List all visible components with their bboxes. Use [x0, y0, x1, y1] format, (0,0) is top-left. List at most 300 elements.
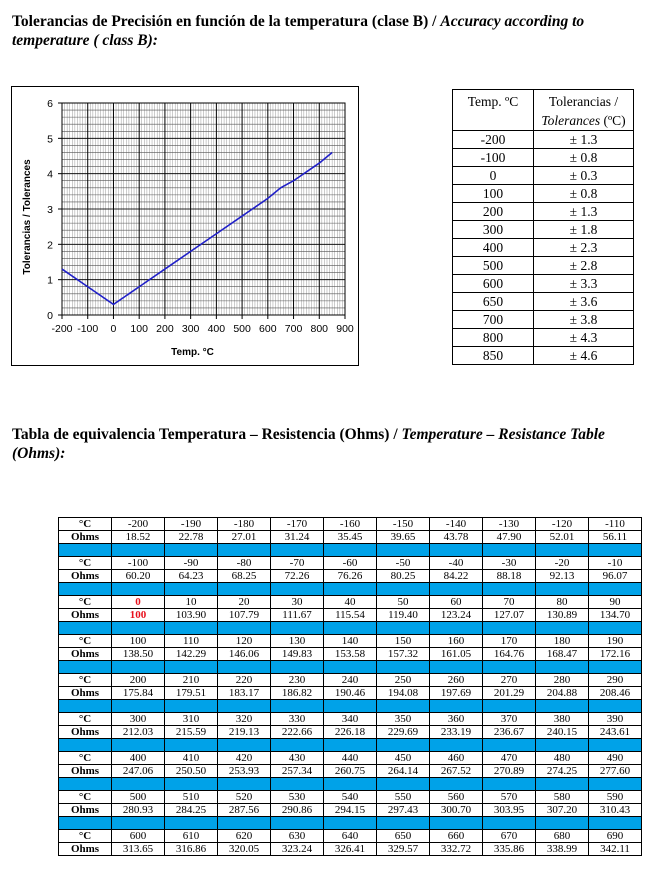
- separator-cell: [324, 583, 377, 596]
- ohms-row: [59, 531, 642, 544]
- temperature-cell: 380: [536, 713, 589, 726]
- separator-cell: [112, 583, 165, 596]
- separator-cell: [271, 739, 324, 752]
- chart-series-line-tolerance: [62, 152, 332, 304]
- separator-cell: [536, 817, 589, 830]
- temperature-cell: 50: [377, 596, 430, 609]
- temperature-cell: 210: [165, 674, 218, 687]
- temperature-cell: 500: [112, 791, 165, 804]
- resistance-cell: 115.54: [324, 609, 377, 622]
- temperature-row: [59, 596, 642, 609]
- row-label-ohms: Ohms: [59, 609, 112, 622]
- separator-cell: [165, 700, 218, 713]
- temperature-cell: -80: [218, 557, 271, 570]
- resistance-cell: 320.05: [218, 843, 271, 856]
- y-tick-label: 0: [47, 310, 53, 322]
- separator-cell: [59, 700, 112, 713]
- temperature-cell: 130: [271, 635, 324, 648]
- separator-cell: [324, 544, 377, 557]
- separator-cell: [59, 739, 112, 752]
- tolerance-table-row: [453, 311, 634, 329]
- separator-cell: [589, 700, 642, 713]
- temperature-cell: -120: [536, 518, 589, 531]
- temperature-cell: -10: [589, 557, 642, 570]
- resistance-cell: 243.61: [589, 726, 642, 739]
- separator-row: [59, 544, 642, 557]
- resistance-cell: 175.84: [112, 687, 165, 700]
- x-tick-label: 100: [130, 323, 148, 335]
- resistance-cell: 219.13: [218, 726, 271, 739]
- temperature-cell: 620: [218, 830, 271, 843]
- resistance-cell: 111.67: [271, 609, 324, 622]
- resistance-cell: 80.25: [377, 570, 430, 583]
- resistance-cell: 329.57: [377, 843, 430, 856]
- row-label-celsius: °C: [59, 713, 112, 726]
- separator-cell: [536, 778, 589, 791]
- separator-cell: [589, 544, 642, 557]
- resistance-cell: 342.11: [589, 843, 642, 856]
- resistance-cell: 172.16: [589, 648, 642, 661]
- tolerance-chart: [11, 86, 359, 366]
- separator-cell: [430, 661, 483, 674]
- resistance-cell: 138.50: [112, 648, 165, 661]
- temperature-cell: 370: [483, 713, 536, 726]
- row-label-ohms: Ohms: [59, 765, 112, 778]
- temperature-cell: 510: [165, 791, 218, 804]
- separator-cell: [536, 544, 589, 557]
- resistance-cell: 88.18: [483, 570, 536, 583]
- row-label-celsius: °C: [59, 596, 112, 609]
- temperature-cell: 560: [430, 791, 483, 804]
- resistance-cell: 107.79: [218, 609, 271, 622]
- chart-x-axis-title: Temp. °C: [171, 347, 214, 358]
- row-label-celsius: °C: [59, 791, 112, 804]
- separator-cell: [218, 661, 271, 674]
- row-label-celsius: °C: [59, 557, 112, 570]
- accuracy-heading-en: Accuracy according to temperature ( class B):: [12, 13, 585, 49]
- resistance-cell: 284.25: [165, 804, 218, 817]
- separator-cell: [377, 700, 430, 713]
- resistance-cell: 250.50: [165, 765, 218, 778]
- temperature-cell: -150: [377, 518, 430, 531]
- temperature-cell: 10: [165, 596, 218, 609]
- row-label-celsius: °C: [59, 674, 112, 687]
- separator-row: [59, 778, 642, 791]
- tolerance-temp-cell: 800: [453, 329, 534, 347]
- resistance-cell: 92.13: [536, 570, 589, 583]
- resistance-cell: 257.34: [271, 765, 324, 778]
- separator-cell: [112, 778, 165, 791]
- resistance-cell: 313.65: [112, 843, 165, 856]
- temperature-cell: 240: [324, 674, 377, 687]
- separator-cell: [536, 661, 589, 674]
- resistance-cell: 103.90: [165, 609, 218, 622]
- resistance-cell: 168.47: [536, 648, 589, 661]
- resistance-cell: 179.51: [165, 687, 218, 700]
- separator-cell: [165, 661, 218, 674]
- separator-cell: [430, 700, 483, 713]
- resistance-cell: 247.06: [112, 765, 165, 778]
- ohms-row: [59, 570, 642, 583]
- temperature-cell: 70: [483, 596, 536, 609]
- resistance-cell: 119.40: [377, 609, 430, 622]
- temperature-cell: 410: [165, 752, 218, 765]
- temperature-cell: 280: [536, 674, 589, 687]
- resistance-cell: 277.60: [589, 765, 642, 778]
- resistance-cell: 294.15: [324, 804, 377, 817]
- tolerance-table-row: [453, 203, 634, 221]
- ohms-row: [59, 726, 642, 739]
- separator-cell: [165, 778, 218, 791]
- temperature-cell: 150: [377, 635, 430, 648]
- resistance-cell: 56.11: [589, 531, 642, 544]
- ohms-row: [59, 804, 642, 817]
- separator-cell: [218, 622, 271, 635]
- separator-cell: [59, 544, 112, 557]
- separator-cell: [165, 739, 218, 752]
- resistance-cell: 236.67: [483, 726, 536, 739]
- resistance-cell: 72.26: [271, 570, 324, 583]
- resistance-cell: 84.22: [430, 570, 483, 583]
- resistance-cell: 303.95: [483, 804, 536, 817]
- resistance-cell: 307.20: [536, 804, 589, 817]
- separator-cell: [430, 622, 483, 635]
- resistance-cell: 229.69: [377, 726, 430, 739]
- row-label-ohms: Ohms: [59, 531, 112, 544]
- tolerance-temp-cell: 0: [453, 167, 534, 185]
- x-tick-label: 700: [284, 323, 303, 335]
- tolerance-temp-cell: 850: [453, 347, 534, 365]
- separator-row: [59, 817, 642, 830]
- tolerance-table-row: [453, 131, 634, 149]
- header-tolerances: [534, 90, 634, 131]
- resistance-cell: 264.14: [377, 765, 430, 778]
- temperature-cell: 610: [165, 830, 218, 843]
- tolerance-temp-cell: 200: [453, 203, 534, 221]
- temperature-cell: 430: [271, 752, 324, 765]
- temperature-cell: 330: [271, 713, 324, 726]
- separator-cell: [218, 583, 271, 596]
- y-tick-label: 5: [47, 133, 53, 146]
- separator-cell: [377, 661, 430, 674]
- separator-cell: [271, 778, 324, 791]
- temperature-cell: 550: [377, 791, 430, 804]
- y-tick-label: 1: [47, 274, 53, 287]
- row-label-ohms: Ohms: [59, 687, 112, 700]
- x-tick-label: 800: [310, 323, 329, 335]
- temperature-cell: 300: [112, 713, 165, 726]
- temperature-cell: 520: [218, 791, 271, 804]
- temperature-cell: -50: [377, 557, 430, 570]
- row-label-celsius: °C: [59, 635, 112, 648]
- separator-cell: [377, 583, 430, 596]
- temperature-cell: -60: [324, 557, 377, 570]
- separator-cell: [59, 622, 112, 635]
- row-label-celsius: °C: [59, 830, 112, 843]
- tolerance-temp-cell: 600: [453, 275, 534, 293]
- resistance-cell: 35.45: [324, 531, 377, 544]
- separator-cell: [536, 700, 589, 713]
- temperature-cell: 540: [324, 791, 377, 804]
- row-label-ohms: Ohms: [59, 648, 112, 661]
- temperature-cell: -70: [271, 557, 324, 570]
- row-label-celsius: °C: [59, 752, 112, 765]
- temperature-cell: 670: [483, 830, 536, 843]
- resistance-cell: 222.66: [271, 726, 324, 739]
- separator-cell: [430, 739, 483, 752]
- x-tick-label: 200: [156, 323, 174, 335]
- temperature-cell: 230: [271, 674, 324, 687]
- resistance-cell: 332.72: [430, 843, 483, 856]
- temperature-cell: 590: [589, 791, 642, 804]
- temperature-cell: 60: [430, 596, 483, 609]
- resistance-cell: 31.24: [271, 531, 324, 544]
- resistance-cell: 47.90: [483, 531, 536, 544]
- temperature-cell: 340: [324, 713, 377, 726]
- header-tol-es: Tolerancias /: [548, 94, 619, 109]
- x-tick-label: -200: [51, 323, 73, 335]
- x-tick-label: 600: [259, 323, 277, 335]
- separator-cell: [589, 583, 642, 596]
- rt-heading-es: Tabla de equivalencia Temperatura – Resistencia (Ohms) /: [12, 426, 402, 443]
- temperature-cell: 630: [271, 830, 324, 843]
- separator-row: [59, 583, 642, 596]
- separator-cell: [430, 817, 483, 830]
- resistance-cell: 233.19: [430, 726, 483, 739]
- tolerance-temp-cell: 650: [453, 293, 534, 311]
- resistance-cell: 267.52: [430, 765, 483, 778]
- tolerance-table: [452, 89, 634, 365]
- resistance-cell: 287.56: [218, 804, 271, 817]
- chart-x-tick-labels: [51, 323, 353, 335]
- y-tick-label: 6: [47, 98, 53, 110]
- separator-cell: [112, 817, 165, 830]
- x-tick-label: 0: [110, 323, 117, 335]
- resistance-cell: 39.65: [377, 531, 430, 544]
- resistance-cell: 240.15: [536, 726, 589, 739]
- header-tol-unit: (ºC): [600, 113, 626, 128]
- separator-cell: [377, 622, 430, 635]
- temperature-cell: 580: [536, 791, 589, 804]
- y-tick-label: 3: [47, 204, 53, 216]
- y-tick-label: 2: [47, 239, 53, 252]
- tolerance-value-cell: ± 3.3: [534, 275, 634, 293]
- separator-row: [59, 700, 642, 713]
- resistance-table: [58, 517, 642, 856]
- temperature-cell: 220: [218, 674, 271, 687]
- temperature-row: [59, 518, 642, 531]
- ohms-row: [59, 687, 642, 700]
- resistance-cell: 323.24: [271, 843, 324, 856]
- temperature-cell: 250: [377, 674, 430, 687]
- temperature-cell: 40: [324, 596, 377, 609]
- temperature-cell: 480: [536, 752, 589, 765]
- tolerance-table-row: [453, 221, 634, 239]
- resistance-cell: 186.82: [271, 687, 324, 700]
- resistance-cell: 226.18: [324, 726, 377, 739]
- chart-y-tick-labels: [47, 98, 53, 322]
- resistance-cell: 68.25: [218, 570, 271, 583]
- separator-cell: [377, 778, 430, 791]
- temperature-cell: 640: [324, 830, 377, 843]
- separator-row: [59, 622, 642, 635]
- rt-heading-en: Temperature – Resistance Table (Ohms):: [12, 426, 605, 462]
- resistance-cell: 201.29: [483, 687, 536, 700]
- temperature-cell: 420: [218, 752, 271, 765]
- x-tick-label: 900: [336, 323, 354, 335]
- resistance-cell: 208.46: [589, 687, 642, 700]
- temperature-cell: -190: [165, 518, 218, 531]
- temperature-cell: -100: [112, 557, 165, 570]
- separator-cell: [483, 739, 536, 752]
- tolerance-table-row: [453, 293, 634, 311]
- tolerance-table-row: [453, 329, 634, 347]
- tolerance-table-row: [453, 167, 634, 185]
- temperature-row: [59, 674, 642, 687]
- separator-cell: [59, 817, 112, 830]
- separator-cell: [324, 739, 377, 752]
- separator-cell: [483, 778, 536, 791]
- temperature-cell: 690: [589, 830, 642, 843]
- temperature-cell: -140: [430, 518, 483, 531]
- temperature-cell: 460: [430, 752, 483, 765]
- separator-cell: [218, 700, 271, 713]
- separator-cell: [483, 622, 536, 635]
- resistance-cell: 215.59: [165, 726, 218, 739]
- separator-cell: [536, 622, 589, 635]
- temperature-cell: 110: [165, 635, 218, 648]
- tolerance-value-cell: ± 0.8: [534, 149, 634, 167]
- resistance-cell: 153.58: [324, 648, 377, 661]
- separator-cell: [165, 544, 218, 557]
- separator-cell: [218, 817, 271, 830]
- resistance-cell: 27.01: [218, 531, 271, 544]
- resistance-cell: 212.03: [112, 726, 165, 739]
- temperature-cell: 650: [377, 830, 430, 843]
- resistance-cell: 52.01: [536, 531, 589, 544]
- temperature-cell: 190: [589, 635, 642, 648]
- temperature-cell: 260: [430, 674, 483, 687]
- tolerance-temp-cell: -200: [453, 131, 534, 149]
- resistance-cell: 130.89: [536, 609, 589, 622]
- separator-cell: [271, 700, 324, 713]
- tolerance-temp-cell: 100: [453, 185, 534, 203]
- resistance-cell: 297.43: [377, 804, 430, 817]
- x-tick-label: -100: [77, 323, 99, 335]
- tolerance-table-row: [453, 185, 634, 203]
- tolerance-value-cell: ± 2.3: [534, 239, 634, 257]
- row-label-ohms: Ohms: [59, 843, 112, 856]
- resistance-cell: 280.93: [112, 804, 165, 817]
- temperature-cell: 660: [430, 830, 483, 843]
- resistance-cell: 204.88: [536, 687, 589, 700]
- resistance-cell: 310.43: [589, 804, 642, 817]
- resistance-cell: 146.06: [218, 648, 271, 661]
- x-tick-label: 300: [181, 323, 200, 335]
- temperature-cell: 320: [218, 713, 271, 726]
- separator-cell: [377, 739, 430, 752]
- temperature-cell: 470: [483, 752, 536, 765]
- temperature-cell: 200: [112, 674, 165, 687]
- separator-cell: [165, 817, 218, 830]
- separator-cell: [271, 817, 324, 830]
- temperature-cell: 140: [324, 635, 377, 648]
- tolerance-table-row: [453, 149, 634, 167]
- resistance-cell: 149.83: [271, 648, 324, 661]
- separator-cell: [165, 583, 218, 596]
- resistance-cell: 43.78: [430, 531, 483, 544]
- temperature-cell: 0: [112, 596, 165, 609]
- tolerance-table-row: [453, 257, 634, 275]
- tolerance-value-cell: ± 1.3: [534, 203, 634, 221]
- ohms-row: [59, 648, 642, 661]
- temperature-cell: -40: [430, 557, 483, 570]
- resistance-cell: 18.52: [112, 531, 165, 544]
- separator-cell: [324, 661, 377, 674]
- temperature-row: [59, 752, 642, 765]
- resistance-cell: 96.07: [589, 570, 642, 583]
- resistance-cell: 335.86: [483, 843, 536, 856]
- temperature-cell: 290: [589, 674, 642, 687]
- resistance-cell: 274.25: [536, 765, 589, 778]
- tolerance-temp-cell: -100: [453, 149, 534, 167]
- separator-cell: [218, 544, 271, 557]
- header-tol-en: Tolerances: [541, 113, 601, 128]
- resistance-cell: 161.05: [430, 648, 483, 661]
- resistance-cell: 76.26: [324, 570, 377, 583]
- temperature-cell: -160: [324, 518, 377, 531]
- tolerance-value-cell: ± 0.8: [534, 185, 634, 203]
- row-label-ohms: Ohms: [59, 804, 112, 817]
- tolerance-value-cell: ± 3.6: [534, 293, 634, 311]
- temperature-cell: -110: [589, 518, 642, 531]
- ohms-row: [59, 765, 642, 778]
- separator-cell: [324, 778, 377, 791]
- separator-cell: [589, 622, 642, 635]
- x-tick-label: 400: [207, 323, 226, 335]
- separator-cell: [483, 817, 536, 830]
- separator-row: [59, 739, 642, 752]
- resistance-cell: 134.70: [589, 609, 642, 622]
- resistance-cell: 338.99: [536, 843, 589, 856]
- separator-cell: [589, 739, 642, 752]
- temperature-cell: -180: [218, 518, 271, 531]
- resistance-cell: 326.41: [324, 843, 377, 856]
- resistance-cell: 22.78: [165, 531, 218, 544]
- temperature-cell: 400: [112, 752, 165, 765]
- separator-cell: [483, 700, 536, 713]
- separator-cell: [165, 622, 218, 635]
- separator-cell: [112, 544, 165, 557]
- tolerance-chart-svg: [12, 87, 358, 365]
- temperature-cell: 270: [483, 674, 536, 687]
- resistance-cell: 194.08: [377, 687, 430, 700]
- separator-cell: [377, 817, 430, 830]
- resistance-cell: 100: [112, 609, 165, 622]
- resistance-cell: 64.23: [165, 570, 218, 583]
- separator-cell: [536, 583, 589, 596]
- tolerance-table-row: [453, 275, 634, 293]
- separator-cell: [271, 622, 324, 635]
- resistance-cell: 183.17: [218, 687, 271, 700]
- temperature-cell: 160: [430, 635, 483, 648]
- temperature-cell: -90: [165, 557, 218, 570]
- x-tick-label: 500: [233, 323, 251, 335]
- temperature-cell: -170: [271, 518, 324, 531]
- accuracy-heading: [12, 12, 652, 50]
- tolerance-value-cell: ± 4.3: [534, 329, 634, 347]
- temperature-cell: 440: [324, 752, 377, 765]
